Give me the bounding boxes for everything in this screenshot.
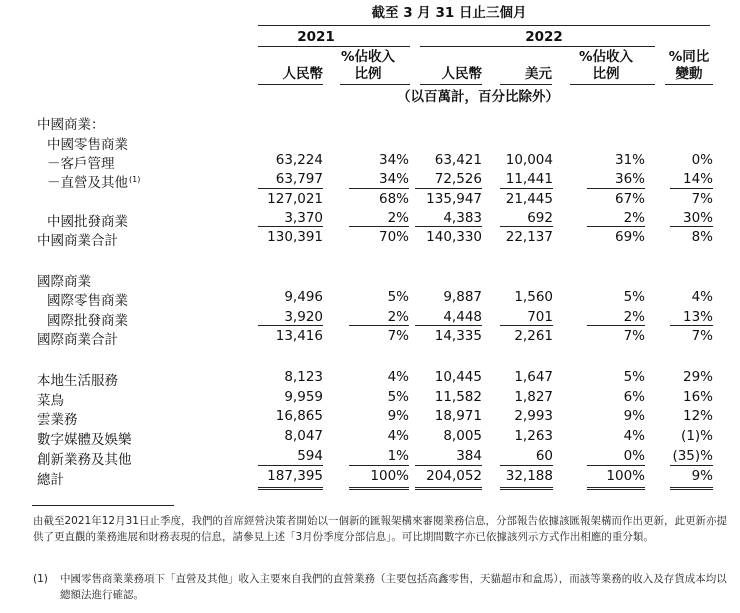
table-rule (500, 325, 553, 326)
cell-yoy: 30% (682, 210, 713, 226)
cell-yoy: 16% (682, 389, 713, 405)
row-label (47, 171, 140, 191)
footnote-text: 中國零售商業業務項下「直營及其他」收入主要來自我們的直營業務（主要包括高鑫零售，天貓超市和盒馬），而該等業務的收入及存貨成本均以總額法進行確認。 (60, 573, 727, 601)
row-label (47, 152, 115, 172)
cell-rmb-2021: 8,123 (284, 369, 323, 385)
notes-divider (32, 505, 174, 506)
cell-rmb-2022: 18,971 (434, 408, 482, 424)
table-rule (349, 487, 409, 488)
table-rule (415, 325, 482, 326)
row-label-text: 中國批發商業 (47, 214, 128, 230)
notes-paragraph: 由截至2021年12月31日止季度，我們的首席經營決策者開始以一個新的匯報架構來審閱業務信息，分部報告依據該匯報架構而作出更新，此更新亦提供了更直觀的業務進展和財務表現的信息，請參見上述「3月份季度分部信息」。可比期間數字亦已依據該列示方式作出相應的重分類。 (33, 515, 727, 543)
row-label (37, 428, 132, 448)
year-2022: 2022 (525, 29, 563, 45)
cell-rmb-2022: 204,052 (426, 468, 482, 484)
cell-rmb-2022: 63,421 (434, 152, 482, 168)
unit-note: （以百萬計，百分比除外） (397, 89, 559, 105)
cell-yoy: 4% (691, 289, 713, 305)
cell-rmb-2021: 9,496 (284, 289, 323, 305)
row-label-text: 中國零售商業 (47, 137, 128, 153)
cell-usd-2022: 692 (527, 210, 553, 226)
cell-usd-2022: 2,261 (514, 328, 553, 344)
table-rule (670, 188, 713, 189)
cell-rmb-2021: 8,047 (284, 428, 323, 444)
cell-usd-2022: 60 (535, 448, 553, 464)
cell-usd-2022: 11,441 (505, 171, 553, 187)
row-label-text: 中國商業合計 (37, 233, 118, 249)
footnote-ref: (1) (129, 174, 141, 184)
cell-rmb-2021: 3,920 (284, 309, 323, 325)
row-label-text: 國際批發商業 (47, 313, 128, 329)
cell-pct-2022: 0% (623, 448, 645, 464)
row-label-text: 總計 (37, 472, 64, 488)
table-rule (349, 465, 409, 466)
cell-pct-2021: 4% (387, 369, 409, 385)
table-rule (670, 325, 713, 326)
cell-rmb-2021: 9,959 (284, 389, 323, 405)
table-rule (415, 188, 482, 189)
period-heading: 截至 3 月 31 日止三個月 (371, 5, 527, 21)
cell-pct-2021: 9% (387, 408, 409, 424)
cell-rmb-2021: 63,224 (275, 152, 323, 168)
cell-rmb-2022: 8,005 (443, 428, 482, 444)
row-label-text: 創新業務及其他 (37, 452, 132, 468)
cell-pct-2021: 5% (387, 389, 409, 405)
cell-pct-2022: 2% (623, 210, 645, 226)
table-rule (587, 465, 645, 466)
table-rule (258, 325, 323, 326)
row-label-text: 國際商業 (37, 274, 91, 290)
table-rule (349, 226, 409, 227)
table-rule (587, 188, 645, 189)
row-label-text: 中國商業： (37, 117, 105, 133)
cell-yoy: 29% (682, 369, 713, 385)
cell-rmb-2022: 14,335 (434, 328, 482, 344)
row-label (47, 309, 128, 329)
row-label (47, 289, 128, 309)
row-label (37, 448, 132, 468)
cell-pct-2022: 5% (623, 289, 645, 305)
cell-yoy: 7% (691, 328, 713, 344)
cell-usd-2022: 1,647 (514, 369, 553, 385)
cell-rmb-2021: 16,865 (275, 408, 323, 424)
row-label (47, 133, 128, 153)
col-pct-2022-line1: %佔收入 (578, 49, 634, 65)
row-label-text: 國際商業合計 (37, 332, 118, 348)
cell-pct-2022: 67% (614, 191, 645, 207)
cell-pct-2021: 100% (370, 468, 409, 484)
table-rule (415, 465, 482, 466)
table-rule (670, 489, 713, 490)
cell-rmb-2022: 135,947 (426, 191, 482, 207)
table-rule (415, 489, 482, 490)
cell-pct-2022: 7% (623, 328, 645, 344)
col-yoy-line2: 變動 (675, 66, 703, 82)
cell-yoy: 7% (691, 191, 713, 207)
cell-pct-2021: 2% (387, 210, 409, 226)
row-label (47, 210, 128, 230)
table-rule (670, 465, 713, 466)
cell-pct-2021: 1% (387, 448, 409, 464)
row-label (37, 328, 118, 348)
table-rule (415, 226, 482, 227)
table-rule (670, 487, 713, 488)
table-rule (587, 226, 645, 227)
cell-rmb-2021: 3,370 (284, 210, 323, 226)
cell-rmb-2021: 63,797 (275, 171, 323, 187)
cell-rmb-2021: 594 (297, 448, 323, 464)
cell-yoy: 13% (682, 309, 713, 325)
table-rule (349, 489, 409, 490)
row-label-text: 本地生活服務 (37, 373, 118, 389)
cell-pct-2021: 68% (378, 191, 409, 207)
cell-pct-2022: 5% (623, 369, 645, 385)
table-rule (587, 325, 645, 326)
table-rule (500, 188, 553, 189)
row-label-text: 菜鳥 (37, 393, 64, 409)
table-rule (349, 325, 409, 326)
cell-pct-2022: 69% (614, 229, 645, 245)
cell-yoy: 8% (691, 229, 713, 245)
cell-usd-2022: 1,560 (514, 289, 553, 305)
table-rule (258, 188, 323, 189)
cell-pct-2021: 4% (387, 428, 409, 444)
row-label-text: 國際零售商業 (47, 293, 128, 309)
col-pct-2021-line2: 比例 (354, 66, 382, 82)
cell-rmb-2022: 4,383 (443, 210, 482, 226)
table-rule (349, 188, 409, 189)
table-rule (670, 226, 713, 227)
table-rule (500, 489, 553, 490)
table-rule (258, 465, 323, 466)
cell-rmb-2022: 140,330 (426, 229, 482, 245)
cell-usd-2022: 2,993 (514, 408, 553, 424)
cell-rmb-2021: 127,021 (267, 191, 323, 207)
cell-yoy: 9% (691, 468, 713, 484)
col-rmb-2022: 人民幣 (441, 66, 482, 82)
row-label-text: －客戶管理 (47, 156, 115, 172)
row-label (37, 270, 91, 290)
row-label (37, 468, 64, 488)
cell-rmb-2021: 187,395 (267, 468, 323, 484)
cell-pct-2022: 9% (623, 408, 645, 424)
table-rule (500, 465, 553, 466)
cell-rmb-2022: 72,526 (434, 171, 482, 187)
cell-usd-2022: 10,004 (505, 152, 553, 168)
cell-pct-2022: 100% (606, 468, 645, 484)
cell-usd-2022: 1,263 (514, 428, 553, 444)
cell-yoy: 0% (691, 152, 713, 168)
row-label (37, 229, 118, 249)
cell-rmb-2021: 13,416 (275, 328, 323, 344)
cell-rmb-2022: 384 (456, 448, 482, 464)
cell-pct-2022: 4% (623, 428, 645, 444)
table-rule (258, 489, 323, 490)
table-rule (415, 487, 482, 488)
cell-usd-2022: 21,445 (505, 191, 553, 207)
table-rule (587, 487, 645, 488)
revenue-table (37, 0, 737, 520)
row-label-text: 數字媒體及娛樂 (37, 432, 132, 448)
row-label-text: 雲業務 (37, 412, 78, 428)
footnote-marker: (1) (33, 573, 48, 585)
cell-rmb-2022: 11,582 (434, 389, 482, 405)
cell-rmb-2022: 4,448 (443, 309, 482, 325)
row-label-text: －直營及其他 (47, 175, 128, 191)
cell-rmb-2022: 9,887 (443, 289, 482, 305)
table-rule (500, 487, 553, 488)
cell-pct-2021: 34% (378, 171, 409, 187)
cell-yoy: (35)% (672, 448, 713, 464)
cell-pct-2022: 36% (614, 171, 645, 187)
cell-pct-2021: 70% (378, 229, 409, 245)
cell-usd-2022: 32,188 (505, 468, 553, 484)
row-label (37, 369, 118, 389)
cell-pct-2022: 6% (623, 389, 645, 405)
table-rule (258, 487, 323, 488)
table-rule (500, 226, 553, 227)
table-rule (258, 226, 323, 227)
col-rmb-2021: 人民幣 (282, 66, 323, 82)
cell-usd-2022: 22,137 (505, 229, 553, 245)
cell-usd-2022: 1,827 (514, 389, 553, 405)
cell-rmb-2021: 130,391 (267, 229, 323, 245)
year-2021: 2021 (297, 29, 335, 45)
col-pct-2022-line2: 比例 (592, 66, 620, 82)
cell-pct-2021: 2% (387, 309, 409, 325)
table-rule (587, 489, 645, 490)
cell-yoy: (1)% (681, 428, 713, 444)
row-label (37, 389, 64, 409)
row-label (37, 408, 78, 428)
cell-pct-2022: 2% (623, 309, 645, 325)
cell-pct-2022: 31% (614, 152, 645, 168)
col-yoy-line1: %同比 (668, 49, 710, 65)
cell-yoy: 12% (682, 408, 713, 424)
cell-rmb-2022: 10,445 (434, 369, 482, 385)
cell-yoy: 14% (682, 171, 713, 187)
row-label (37, 113, 105, 133)
cell-usd-2022: 701 (527, 309, 553, 325)
cell-pct-2021: 7% (387, 328, 409, 344)
col-pct-2021-line1: %佔收入 (340, 49, 396, 65)
col-usd-2022: 美元 (525, 66, 552, 82)
cell-pct-2021: 34% (378, 152, 409, 168)
cell-pct-2021: 5% (387, 289, 409, 305)
